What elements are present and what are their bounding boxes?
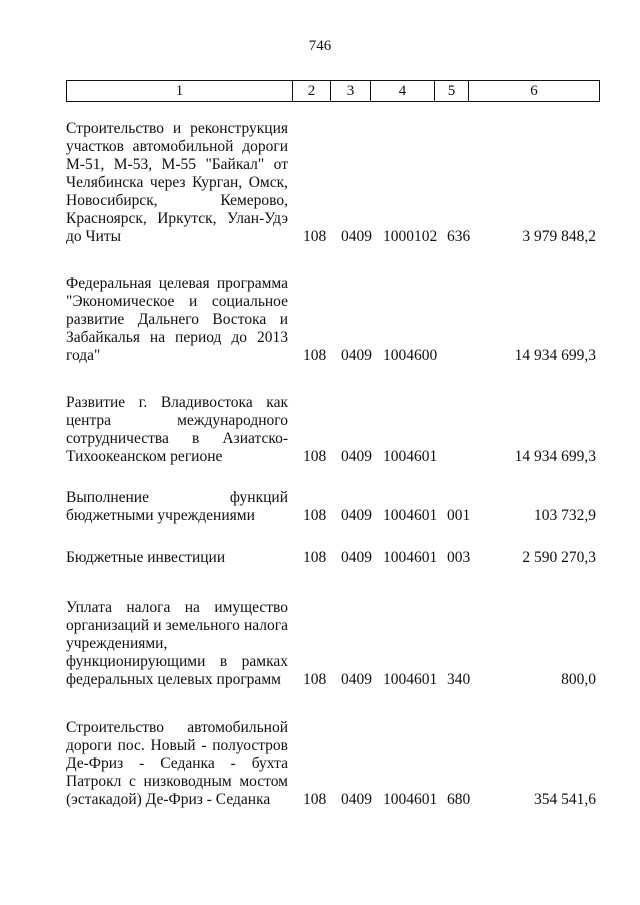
row-code-col4: 1004601	[383, 507, 438, 524]
row-description: Бюджетные инвестиции	[66, 549, 226, 566]
row-description: Уплата налога на имущество организаций и земельного налога учреждениями, функционирующими в рамках федеральных целевых программ	[66, 599, 288, 688]
table-row	[66, 714, 600, 809]
row-code-col3: 0409	[341, 507, 372, 524]
column-header-table	[66, 80, 600, 102]
table-row	[66, 390, 600, 466]
row-description: Строительство автомобильной дороги пос. Новый - полуостров Де-Фриз - Седанка - бухта Патрокл с низководным мостом (эстакадой) Де-Фриз - Седанка	[66, 719, 288, 808]
table-row	[66, 116, 600, 246]
row-code-col5: 680	[447, 791, 471, 808]
row-code-col5: 003	[447, 549, 471, 566]
row-code-col4: 1004601	[383, 791, 438, 808]
row-code-col5: 340	[447, 671, 471, 688]
column-header-3: 3	[331, 81, 371, 102]
row-code-col3: 0409	[341, 549, 372, 566]
table-row	[66, 545, 600, 567]
column-header-5: 5	[435, 81, 469, 102]
row-code-col4: 1004600	[383, 347, 438, 364]
page-number: 746	[308, 38, 332, 54]
row-amount: 3 979 848,2	[522, 228, 596, 245]
table-row	[66, 270, 600, 365]
row-amount: 354 541,6	[534, 791, 596, 808]
row-code-col2: 108	[303, 671, 327, 688]
row-description: Выполнение функций бюджетными учреждениями	[66, 489, 288, 524]
row-code-col2: 108	[303, 448, 327, 465]
row-code-col2: 108	[303, 228, 327, 245]
column-header-6: 6	[469, 81, 600, 102]
row-code-col3: 0409	[341, 228, 372, 245]
row-code-col4: 1004601	[383, 671, 438, 688]
column-header-row	[67, 81, 600, 102]
table-row	[66, 596, 600, 689]
row-amount: 14 934 699,3	[514, 448, 596, 465]
row-code-col2: 108	[303, 549, 327, 566]
row-code-col5: 636	[447, 228, 471, 245]
row-description: Строительство и реконструкция участков автомобильной дороги М-51, М-53, М-55 "Байкал" от Челябинска через Курган, Омск, Новосибирск, Кемерово, Красноярск, Иркутск, Улан-Удэ до Читы	[66, 120, 288, 245]
column-header-4: 4	[371, 81, 435, 102]
row-code-col3: 0409	[341, 671, 372, 688]
row-amount: 800,0	[561, 671, 596, 688]
row-code-col5: 001	[447, 507, 471, 524]
row-code-col2: 108	[303, 791, 327, 808]
row-amount: 14 934 699,3	[514, 347, 596, 364]
row-amount: 103 732,9	[534, 507, 596, 524]
row-code-col4: 1004601	[383, 549, 438, 566]
row-description: Развитие г. Владивостока как центра международного сотрудничества в Азиатско-Тихоокеанском регионе	[66, 394, 288, 465]
column-header-1: 1	[67, 81, 293, 102]
row-code-col3: 0409	[341, 791, 372, 808]
row-code-col3: 0409	[341, 347, 372, 364]
row-code-col4: 1000102	[383, 228, 438, 245]
column-header-2: 2	[293, 81, 331, 102]
table-row	[66, 485, 600, 525]
row-code-col4: 1004601	[383, 448, 438, 465]
row-code-col2: 108	[303, 507, 327, 524]
row-code-col2: 108	[303, 347, 327, 364]
row-code-col3: 0409	[341, 448, 372, 465]
row-amount: 2 590 270,3	[522, 549, 596, 566]
row-description: Федеральная целевая программа "Экономическое и социальное развитие Дальнего Востока и Забайкалья на период до 2013 года"	[66, 275, 288, 364]
